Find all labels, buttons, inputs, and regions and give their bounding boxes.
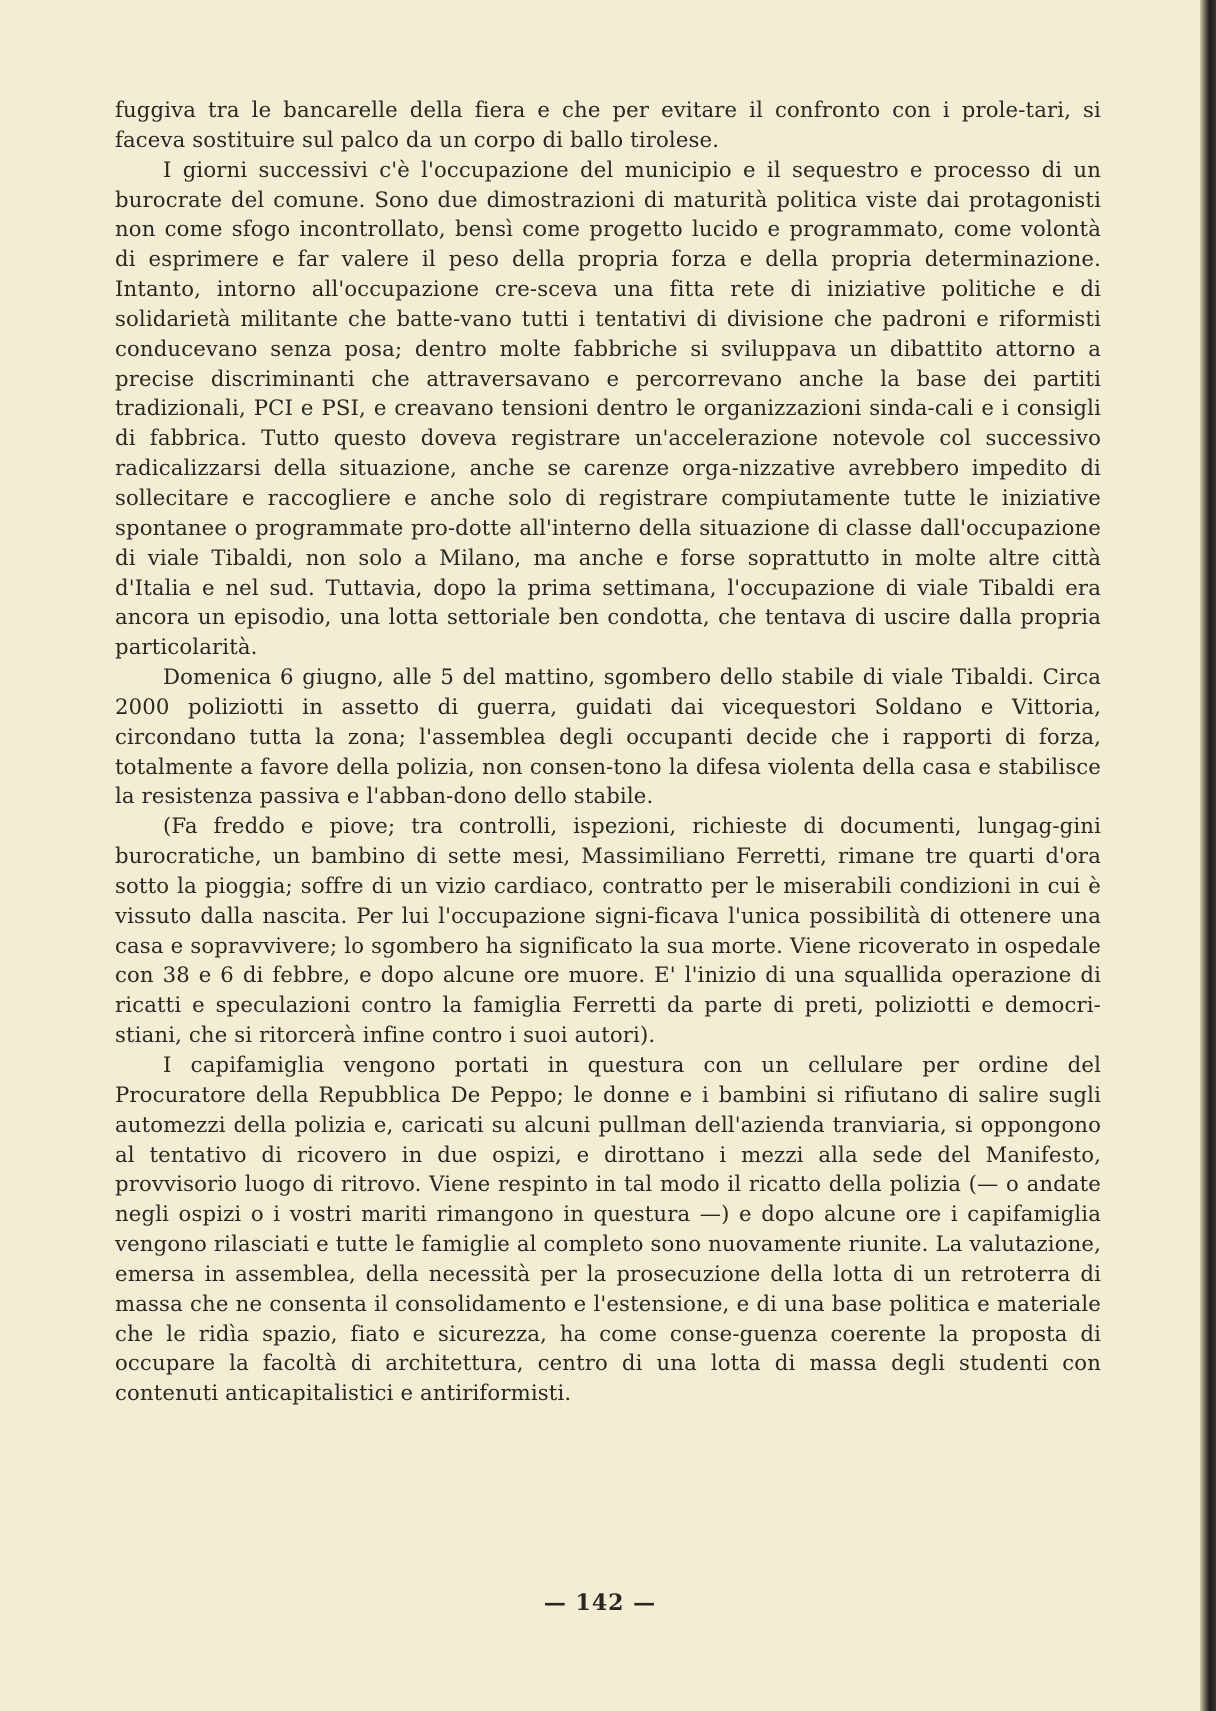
body-text <box>115 95 1101 1408</box>
paragraph: I capifamiglia vengono portati in questura con un cellulare per ordine del Procuratore della Repubblica De Peppo; le donne e i bambini si rifiutano di salire sugli automezzi della polizia e, caricati su alcuni pullman dell'azienda tranviaria, si oppongono al tentativo di ricovero in due ospizi, e dirottano i mezzi alla sede del Manifesto, provvisorio luogo di ritrovo. Viene respinto in tal modo il ricatto della polizia (— o andate negli ospizi o i vostri mariti rimangono in questura —) e dopo alcune ore i capifamiglia vengono rilasciati e tutte le famiglie al completo sono nuovamente riunite. La valutazione, emersa in assemblea, della necessità per la prosecuzione della lotta di un retroterra di massa che ne consenta il consolidamento e l'estensione, e di una base politica e materiale che le ridìa spazio, fiato e sicurezza, ha come conse-guenza coerente la proposta di occupare la facoltà di architettura, centro di una lotta di massa degli studenti con contenuti anticapitalistici e antiriformisti. <box>115 1052 1101 1406</box>
paragraph-continued: fuggiva tra le bancarelle della fiera e che per evitare il confronto con i prole-tari, si faceva sostituire sul palco da un corpo di ballo tirolese. <box>115 97 1101 152</box>
paragraph: I giorni successivi c'è l'occupazione del municipio e il sequestro e processo di un burocrate del comune. Sono due dimostrazioni di maturità politica viste dai protagonisti non come sfogo incontrollato, bensì come progetto lucido e programmato, come volontà di esprimere e far valere il peso della propria forza e della propria determinazione. Intanto, intorno all'occupazione cre-sceva una fitta rete di iniziative politiche e di solidarietà militante che batte-vano tutti i tentativi di divisione che padroni e riformisti conducevano senza posa; dentro molte fabbriche si sviluppava un dibattito attorno a precise discriminanti che attraversavano e percorrevano anche la base dei partiti tradizionali, PCI e PSI, e creavano tensioni dentro le organizzazioni sinda-cali e i consigli di fabbrica. Tutto questo doveva registrare un'accelerazione notevole col successivo radicalizzarsi della situazione, anche se carenze orga-nizzative avrebbero impedito di sollecitare e raccogliere e anche solo di registrare compiutamente tutte le iniziative spontanee o programmate pro-dotte all'interno della situazione di classe dall'occupazione di viale Tibaldi, non solo a Milano, ma anche e forse soprattutto in molte altre città d'Italia e nel sud. Tuttavia, dopo la prima settimana, l'occupazione di viale Tibaldi era ancora un episodio, una lotta settoriale ben condotta, che tentava di uscire dalla propria particolarità. <box>115 156 1101 660</box>
paragraph: Domenica 6 giugno, alle 5 del mattino, sgombero dello stabile di viale Tibaldi. Circa 2000 poliziotti in assetto di guerra, guidati dai vicequestori Soldano e Vittoria, circondano tutta la zona; l'assemblea degli occupanti decide che i rapporti di forza, totalmente a favore della polizia, non consen-tono la difesa violenta della casa e stabilisce la resistenza passiva e l'abban-dono dello stabile. <box>115 664 1101 809</box>
paragraph: (Fa freddo e piove; tra controlli, ispezioni, richieste di documenti, lungag-gini burocratiche, un bambino di sette mesi, Massimiliano Ferretti, rimane tre quarti d'ora sotto la pioggia; soffre di un vizio cardiaco, contratto per le miserabili condizioni in cui è vissuto dalla nascita. Per lui l'occupazione signi-ficava l'unica possibilità di ottenere una casa e sopravvivere; lo sgombero ha significato la sua morte. Viene ricoverato in ospedale con 38 e 6 di febbre, e dopo alcune ore muore. E' l'inizio di una squallida operazione di ricatti e speculazioni contro la famiglia Ferretti da parte di preti, poliziotti e democri-stiani, che si ritorcerà infine contro i suoi autori). <box>115 813 1101 1048</box>
page-number: — 142 — <box>543 1590 657 1616</box>
page-binding-edge <box>1200 0 1216 1711</box>
